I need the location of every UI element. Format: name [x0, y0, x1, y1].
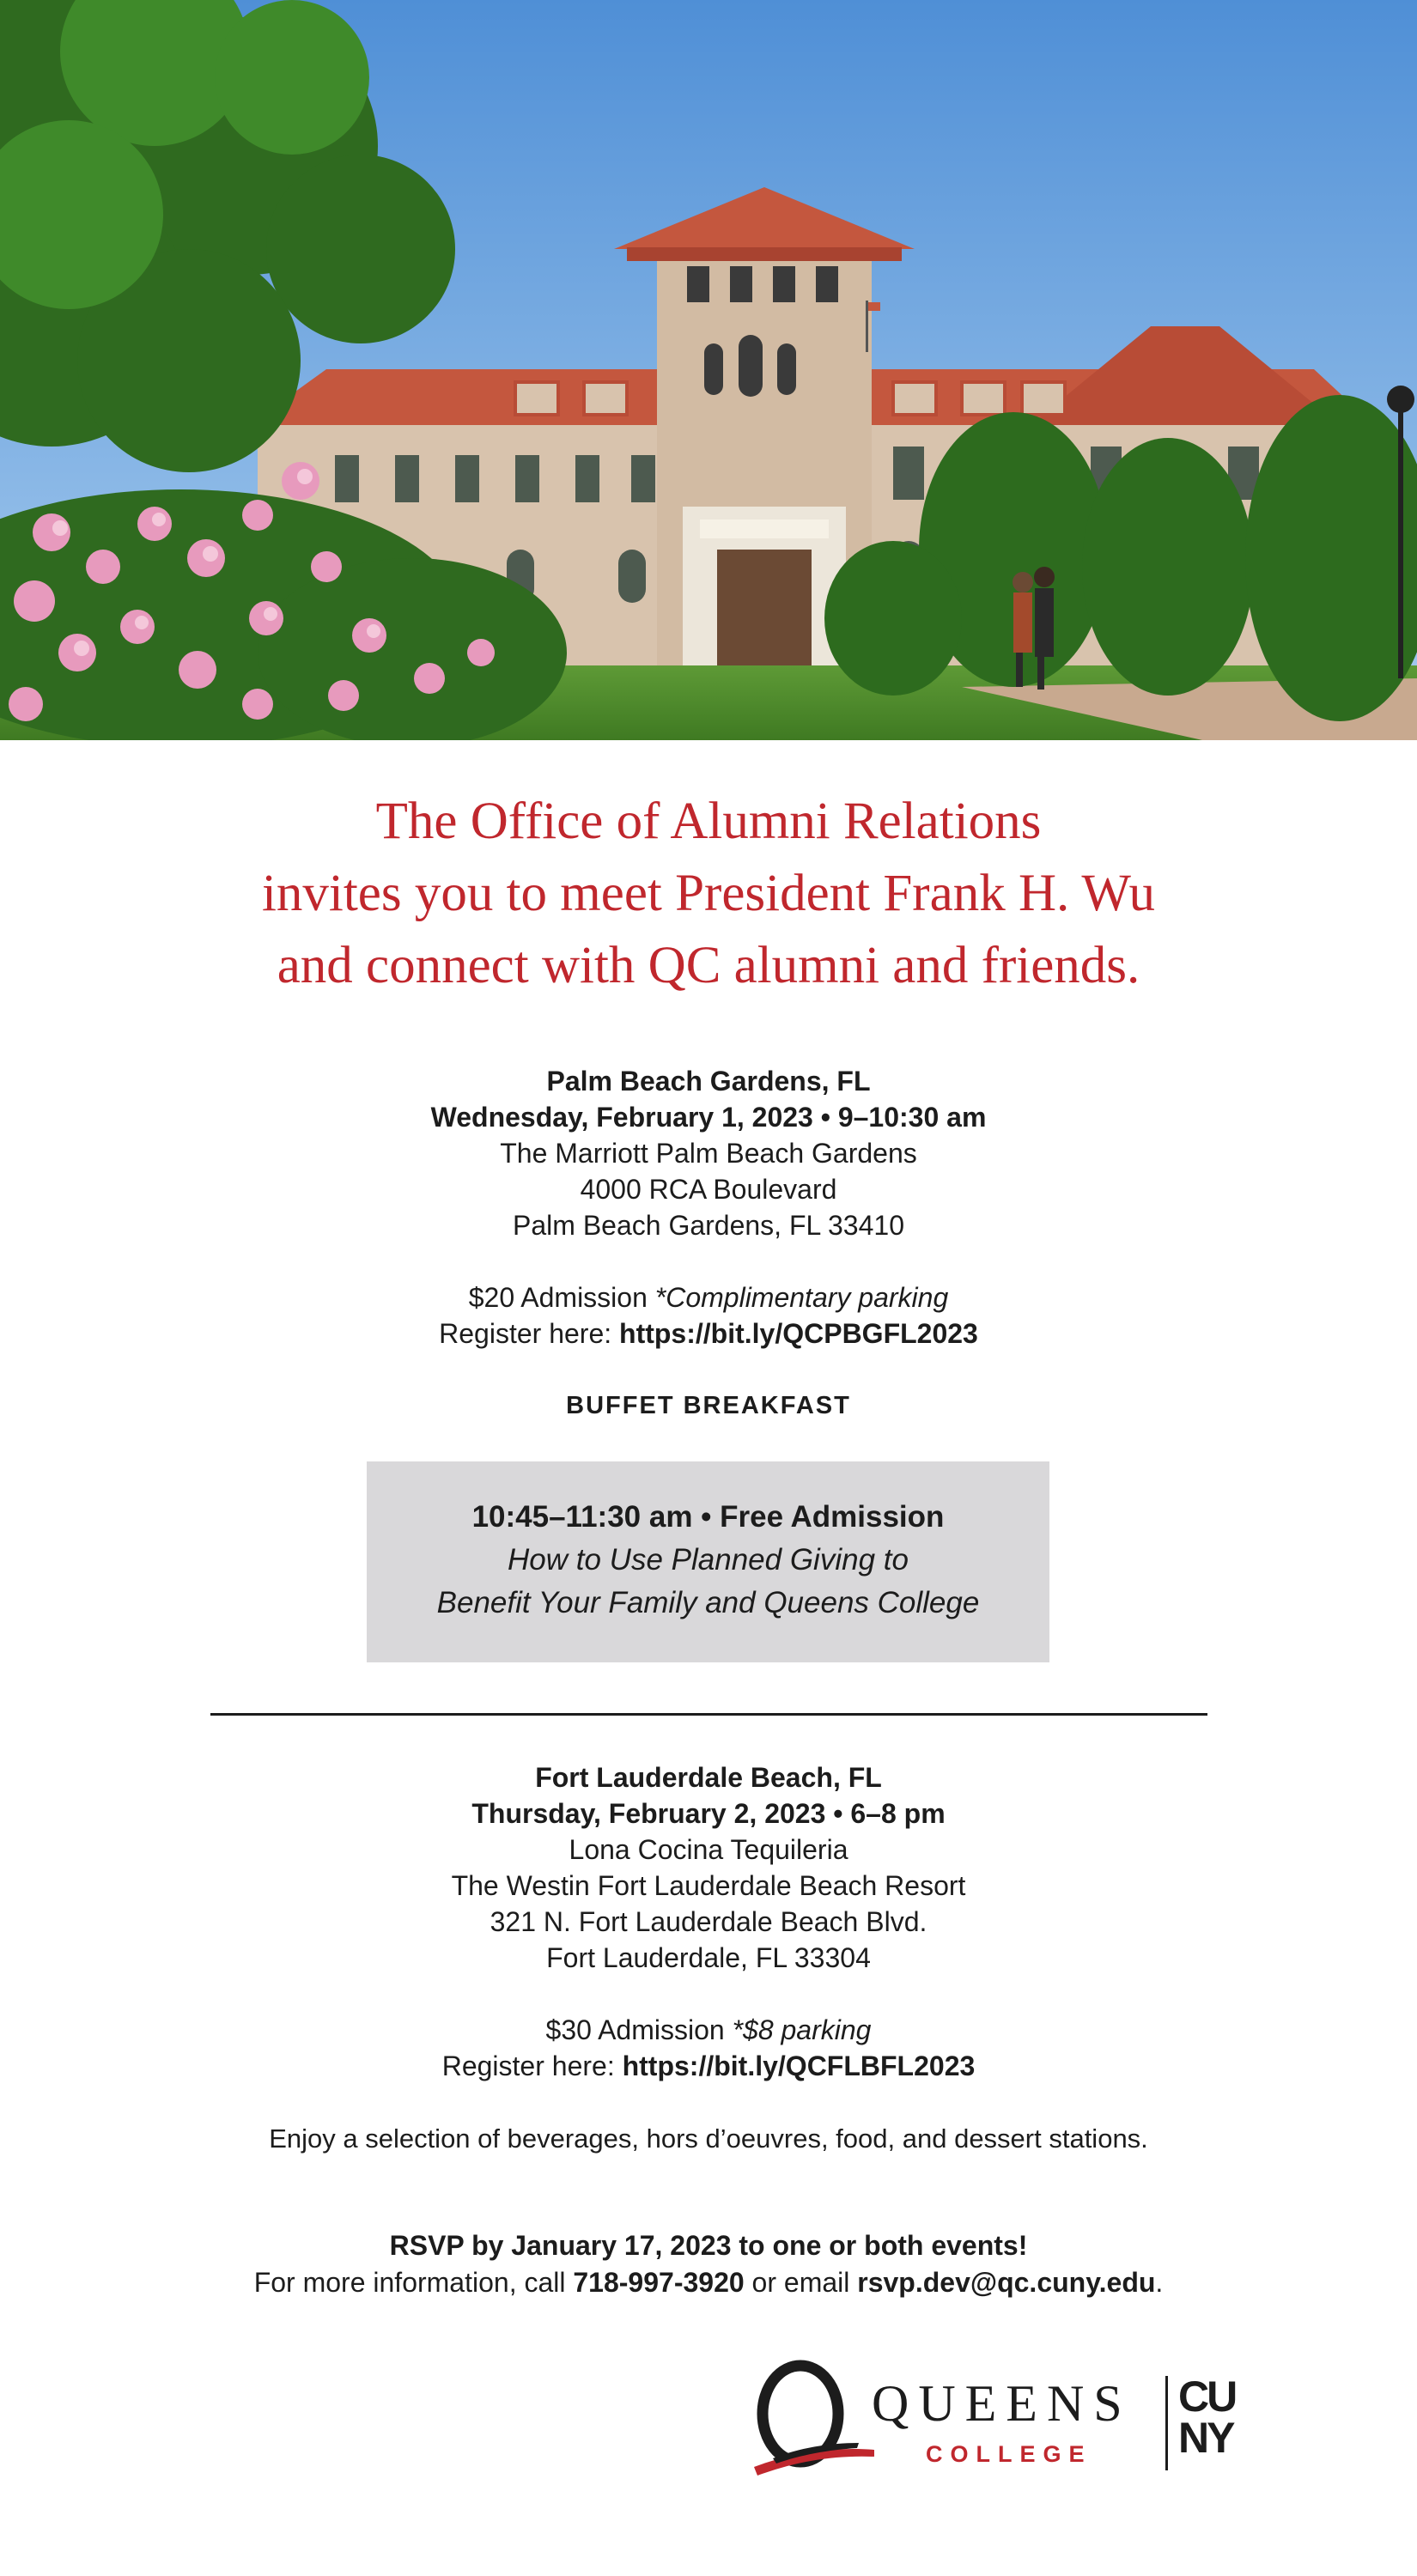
event-1-meal: BUFFET BREAKFAST	[566, 1392, 851, 1419]
event-1-details	[0, 1063, 1417, 1352]
event-1-register-label: Register here:	[439, 1318, 620, 1349]
event-2-register-line	[0, 2048, 1417, 2084]
session-title-line-2: Benefit Your Family and Queens College	[436, 1586, 980, 1619]
rsvp-info-suffix: .	[1155, 2267, 1164, 2298]
event-1-location: Palm Beach Gardens, FL	[546, 1066, 871, 1097]
event-2-venue: Lona Cocina Tequileria	[569, 1834, 848, 1865]
rsvp-email-link[interactable]: rsvp.dev@qc.cuny.edu	[857, 2267, 1156, 2298]
campus-building-illustration	[0, 0, 1417, 740]
event-2-details	[0, 1759, 1417, 2084]
event-2-register-link[interactable]: https://bit.ly/QCFLBFL2023	[622, 2050, 976, 2081]
event-1-register-line	[0, 1315, 1417, 1352]
queens-college-cuny-logo	[747, 2357, 1280, 2486]
planned-giving-session-box	[367, 1461, 1049, 1662]
logo-college-wordmark: COLLEGE	[926, 2441, 1092, 2467]
section-divider	[210, 1713, 1207, 1716]
event-2-admission-line	[0, 2012, 1417, 2048]
event-1-register-link[interactable]: https://bit.ly/QCPBGFL2023	[619, 1318, 978, 1349]
q-mark-icon	[747, 2357, 876, 2486]
logo-queens-wordmark: QUEENS	[872, 2375, 1132, 2432]
event-1-date-time: Wednesday, February 1, 2023 • 9–10:30 am	[430, 1102, 987, 1133]
heading-line-3: and connect with QC alumni and friends.	[277, 937, 1140, 994]
rsvp-info-prefix: For more information, call	[253, 2267, 574, 2298]
cuny-logo-mark	[1178, 2372, 1264, 2462]
event-2-hotel: The Westin Fort Lauderdale Beach Resort	[451, 1870, 966, 1901]
session-title-line-1: How to Use Planned Giving to	[508, 1543, 909, 1577]
event-2-city: Fort Lauderdale, FL 33304	[546, 1942, 871, 1973]
event-1-city: Palm Beach Gardens, FL 33410	[513, 1210, 904, 1241]
event-1-admission-line	[0, 1279, 1417, 1315]
event-1-venue: The Marriott Palm Beach Gardens	[500, 1138, 917, 1169]
event-2-admission: $30 Admission	[545, 2014, 733, 2045]
event-2-date-time: Thursday, February 2, 2023 • 6–8 pm	[471, 1798, 946, 1829]
event-1-parking: *Complimentary parking	[654, 1282, 949, 1313]
event-2-street: 321 N. Fort Lauderdale Beach Blvd.	[490, 1906, 927, 1937]
session-time: 10:45–11:30 am • Free Admission	[471, 1500, 945, 1534]
heading-line-1: The Office of Alumni Relations	[375, 793, 1042, 850]
logo-divider	[1165, 2376, 1168, 2470]
hero-photo	[0, 0, 1417, 740]
cuny-bottom: NY	[1178, 2414, 1233, 2462]
rsvp-section	[0, 2227, 1417, 2301]
event-2-location: Fort Lauderdale Beach, FL	[535, 1762, 882, 1793]
cuny-top: CU	[1178, 2372, 1236, 2421]
rsvp-phone-link[interactable]: 718-997-3920	[573, 2267, 745, 2298]
rsvp-info-line	[0, 2264, 1417, 2301]
event-1-street: 4000 RCA Boulevard	[580, 1174, 837, 1205]
rsvp-info-middle: or email	[744, 2267, 858, 2298]
event-1-admission: $20 Admission	[468, 1282, 655, 1313]
event-2-parking: *$8 parking	[732, 2014, 872, 2045]
heading-line-2: invites you to meet President Frank H. Wu	[261, 865, 1156, 922]
event-2-description: Enjoy a selection of beverages, hors d’oeuvres, food, and dessert stations.	[269, 2123, 1148, 2154]
event-2-register-label: Register here:	[441, 2050, 623, 2081]
rsvp-headline: RSVP by January 17, 2023 to one or both events!	[389, 2230, 1028, 2261]
invitation-heading	[0, 786, 1417, 1002]
